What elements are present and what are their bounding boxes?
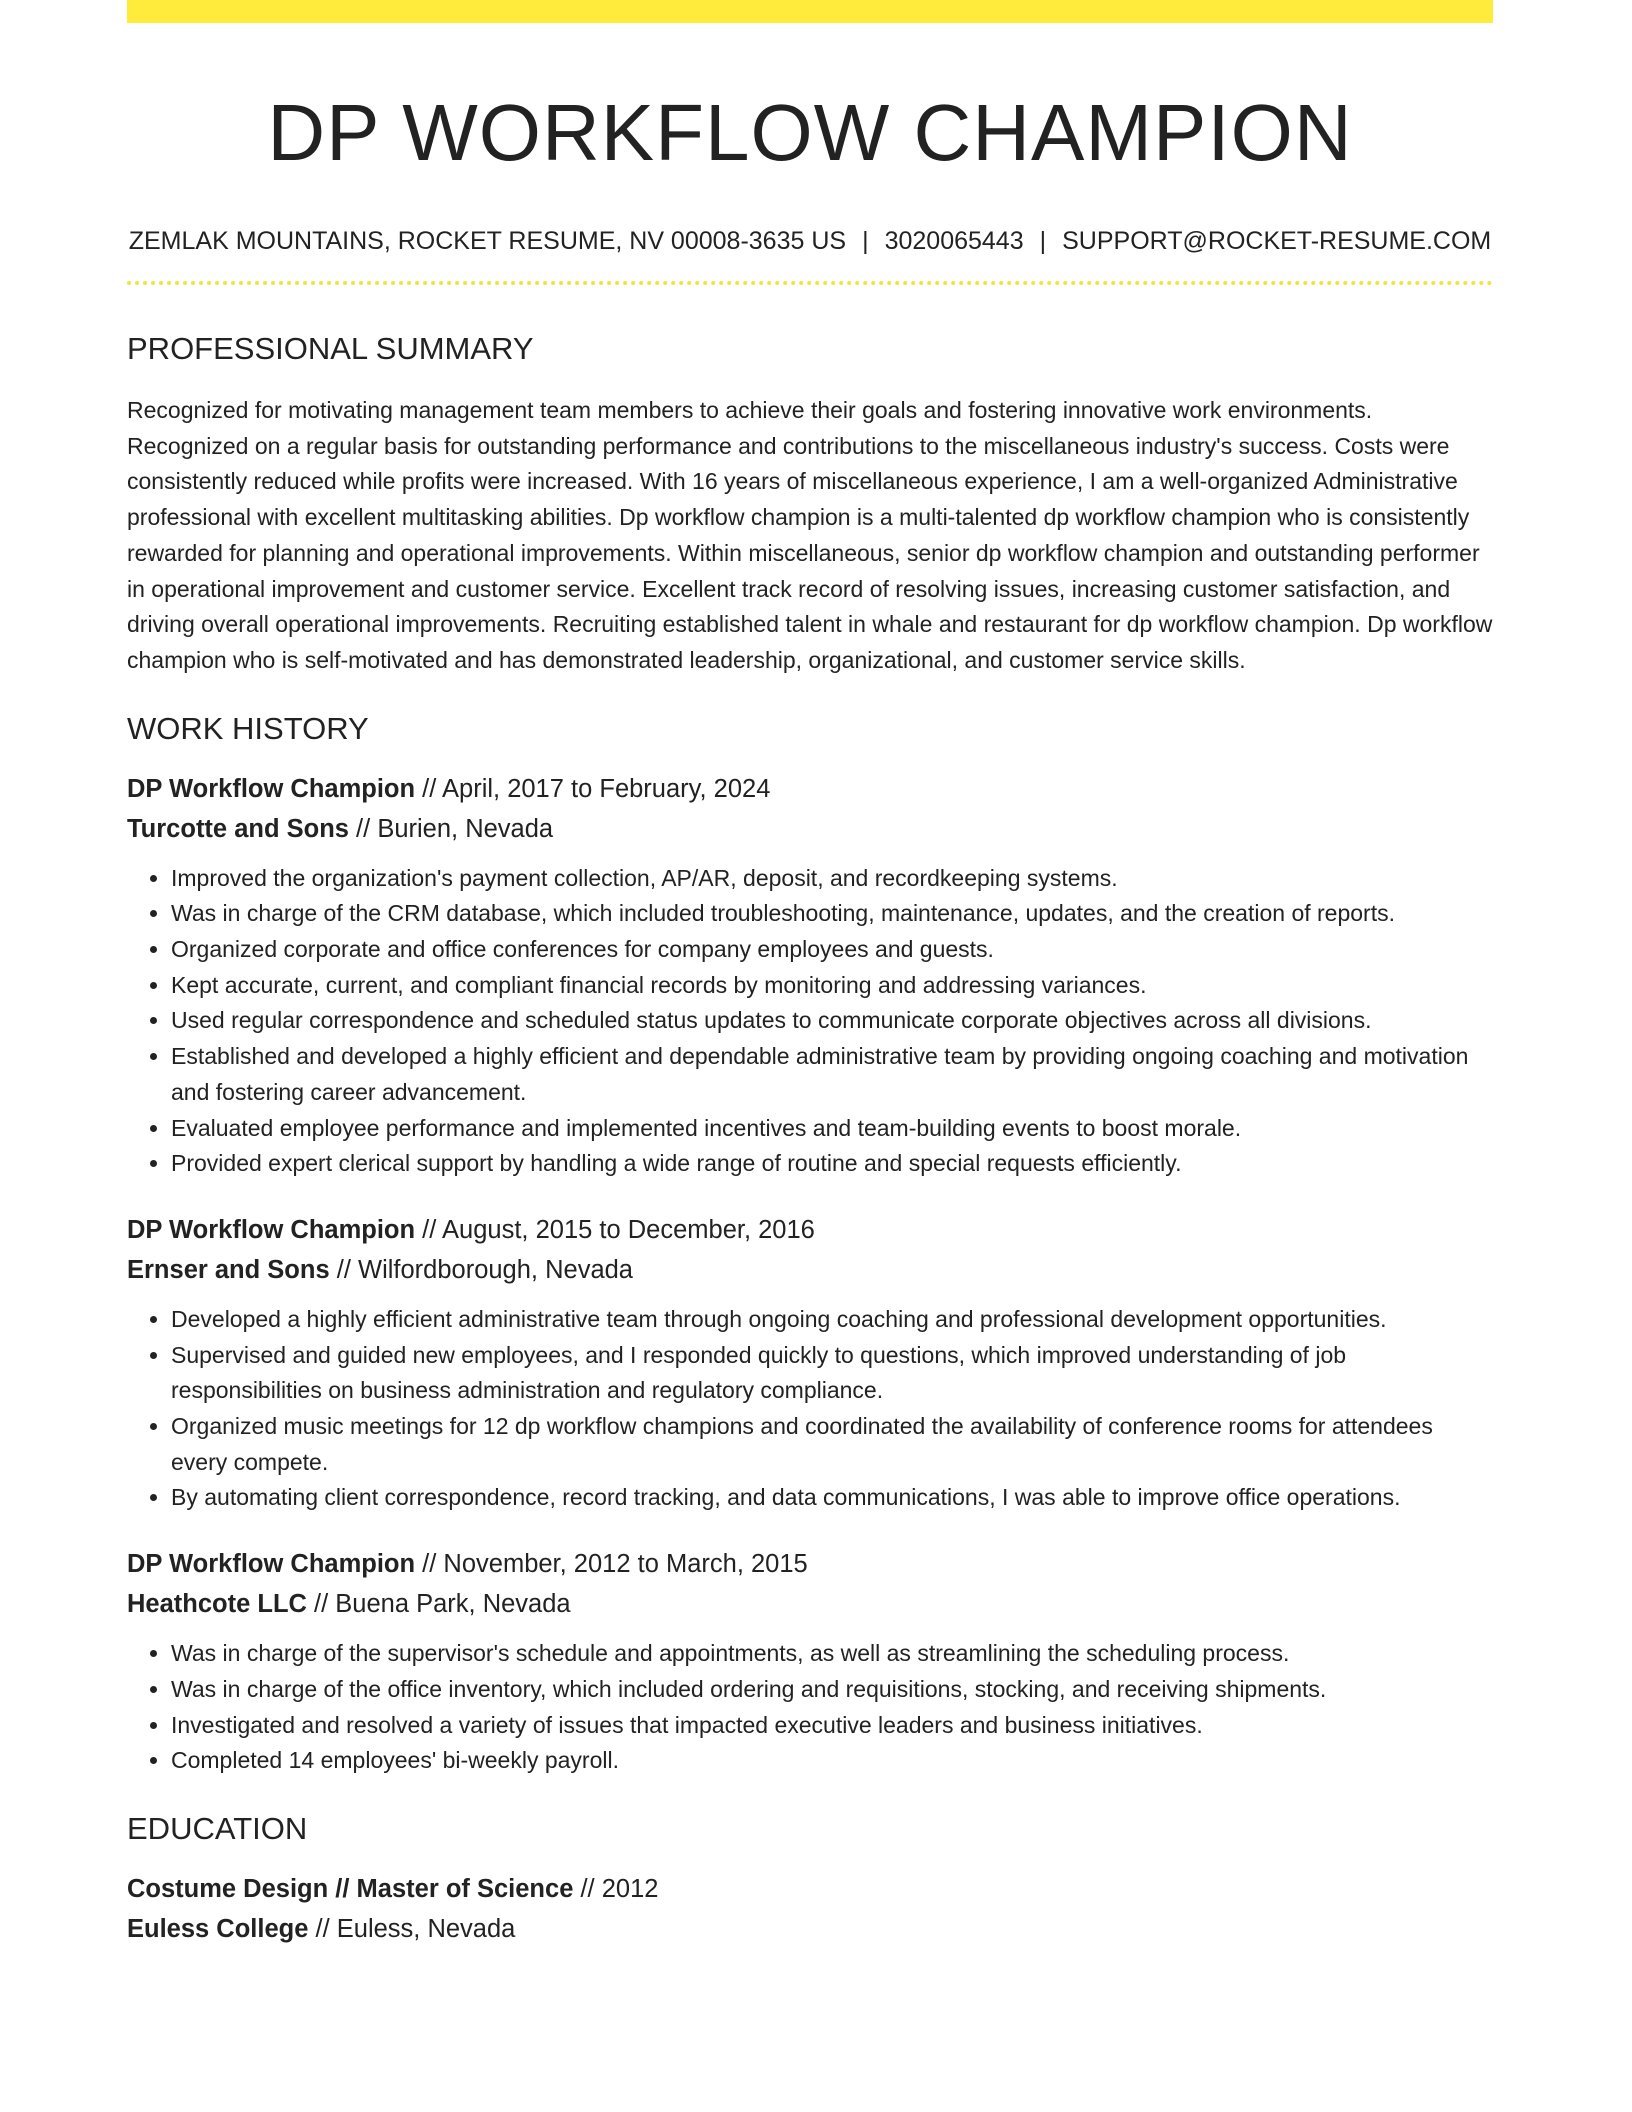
bullet-item: • Was in charge of the office inventory, which included ordering and requisitions, stocking, and receiving shipments. (171, 1672, 1493, 1708)
education-heading: EDUCATION (127, 1810, 308, 1846)
accent-bar (127, 0, 1493, 23)
job-location: Burien, Nevada (377, 814, 554, 843)
work-history-heading: WORK HISTORY (127, 710, 369, 746)
job-company: Ernser and Sons (127, 1255, 330, 1284)
bullet-item: • Used regular correspondence and scheduled status updates to communicate corporate objectives across all divisions. (171, 1003, 1493, 1039)
bullet-item: • Organized music meetings for 12 dp workflow champions and coordinated the availability of conference rooms for attendees every compete. (171, 1409, 1493, 1480)
education-degree-line (127, 1869, 1493, 1909)
job-location: Buena Park, Nevada (335, 1590, 571, 1619)
job-position: DP Workflow Champion (127, 1215, 416, 1244)
resume-page (127, 23, 1493, 1949)
email: SUPPORT@ROCKET-RESUME.COM (1062, 227, 1492, 255)
job-separator: // (308, 1914, 337, 1943)
education-location: Euless, Nevada (336, 1914, 516, 1943)
job-separator: // (348, 814, 378, 843)
job-dates: August, 2015 to December, 2016 (442, 1215, 815, 1244)
bullet-item: • Was in charge of the supervisor's schedule and appointments, as well as streamlining the scheduling process. (171, 1636, 1493, 1672)
bullet-item: • Improved the organization's payment collection, AP/AR, deposit, and recordkeeping systems. (171, 861, 1493, 897)
summary-heading: PROFESSIONAL SUMMARY (127, 331, 534, 366)
job-separator: // (415, 1215, 443, 1244)
contact-separator: | (1039, 227, 1047, 255)
job-company: Heathcote LLC (127, 1590, 307, 1619)
job-entry (127, 769, 1493, 1182)
contact-line (127, 225, 1493, 257)
bullet-item: • Developed a highly efficient administrative team through ongoing coaching and professional development opportunities. (171, 1302, 1493, 1338)
bullet-item: • By automating client correspondence, record tracking, and data communications, I was able to improve office operations. (171, 1480, 1493, 1516)
job-company-line (127, 1584, 1493, 1624)
job-separator: // (329, 1255, 358, 1284)
education-school: Euless College (127, 1914, 309, 1943)
job-title-line (127, 769, 1493, 809)
job-entry (127, 1210, 1493, 1516)
job-position: DP Workflow Champion (127, 1550, 416, 1579)
bullet-item: • Organized corporate and office conferences for company employees and guests. (171, 932, 1493, 968)
job-separator: // (573, 1874, 602, 1903)
job-bullets (127, 1302, 1493, 1516)
job-location: Wilfordborough, Nevada (358, 1255, 633, 1284)
education-school-line (127, 1909, 1493, 1949)
job-separator: // (415, 1550, 444, 1579)
job-separator: // (415, 774, 443, 803)
summary-text: Recognized for motivating management team members to achieve their goals and fostering innovative work environments. Recognized on a regular basis for outstanding performance and contributions to the miscellaneous industry's success. Costs were consistently reduced while profits were increased. With 16 years of miscellaneous experience, I am a well-organized Administrative professional with excellent multitasking abilities. Dp workflow champion is a multi-talented dp workflow champion who is consistently rewarded for planning and operational improvements. Within miscellaneous, senior dp workflow champion and outstanding performer in operational improvement and customer service. Excellent track record of resolving issues, increasing customer satisfaction, and driving overall operational improvements. Recruiting established talent in whale and restaurant for dp workflow champion. Dp workflow champion who is self-motivated and has demonstrated leadership, organizational, and customer service skills. (127, 397, 1493, 673)
bullet-item: • Supervised and guided new employees, and I responded quickly to questions, which improved understanding of job responsibilities on business administration and regulatory compliance. (171, 1338, 1493, 1409)
bullet-item: • Evaluated employee performance and implemented incentives and team-building events to boost morale. (171, 1111, 1493, 1147)
job-separator: // (306, 1590, 336, 1619)
job-dates: November, 2012 to March, 2015 (443, 1550, 808, 1579)
education-year: 2012 (601, 1874, 659, 1903)
phone: 3020065443 (884, 227, 1024, 255)
contact-separator: | (862, 227, 869, 255)
bullet-item: • Investigated and resolved a variety of issues that impacted executive leaders and business initiatives. (171, 1708, 1493, 1744)
job-company: Turcotte and Sons (127, 814, 349, 843)
address: ZEMLAK MOUNTAINS, ROCKET RESUME, NV 00008-3635 US (128, 227, 847, 255)
job-company-line (127, 1250, 1493, 1290)
job-title-line (127, 1210, 1493, 1250)
job-entry (127, 1544, 1493, 1779)
bullet-item: • Kept accurate, current, and compliant financial records by monitoring and addressing variances. (171, 968, 1493, 1004)
dotted-divider (127, 281, 1493, 285)
bullet-item: • Was in charge of the CRM database, which included troubleshooting, maintenance, updates, and the creation of reports. (171, 896, 1493, 932)
bullet-item: • Provided expert clerical support by handling a wide range of routine and special requests efficiently. (171, 1146, 1493, 1182)
job-position: DP Workflow Champion (127, 774, 416, 803)
job-bullets (127, 1636, 1493, 1779)
job-dates: April, 2017 to February, 2024 (442, 774, 771, 803)
education-degree: Costume Design // Master of Science (127, 1874, 574, 1903)
bullet-item: • Established and developed a highly efficient and dependable administrative team by providing ongoing coaching and motivation and fostering career advancement. (171, 1039, 1493, 1110)
job-title-line (127, 1544, 1493, 1584)
bullet-item: • Completed 14 employees' bi-weekly payroll. (171, 1743, 1493, 1779)
job-company-line (127, 809, 1493, 849)
candidate-name: DP WORKFLOW CHAMPION (267, 88, 1353, 177)
job-bullets (127, 861, 1493, 1182)
